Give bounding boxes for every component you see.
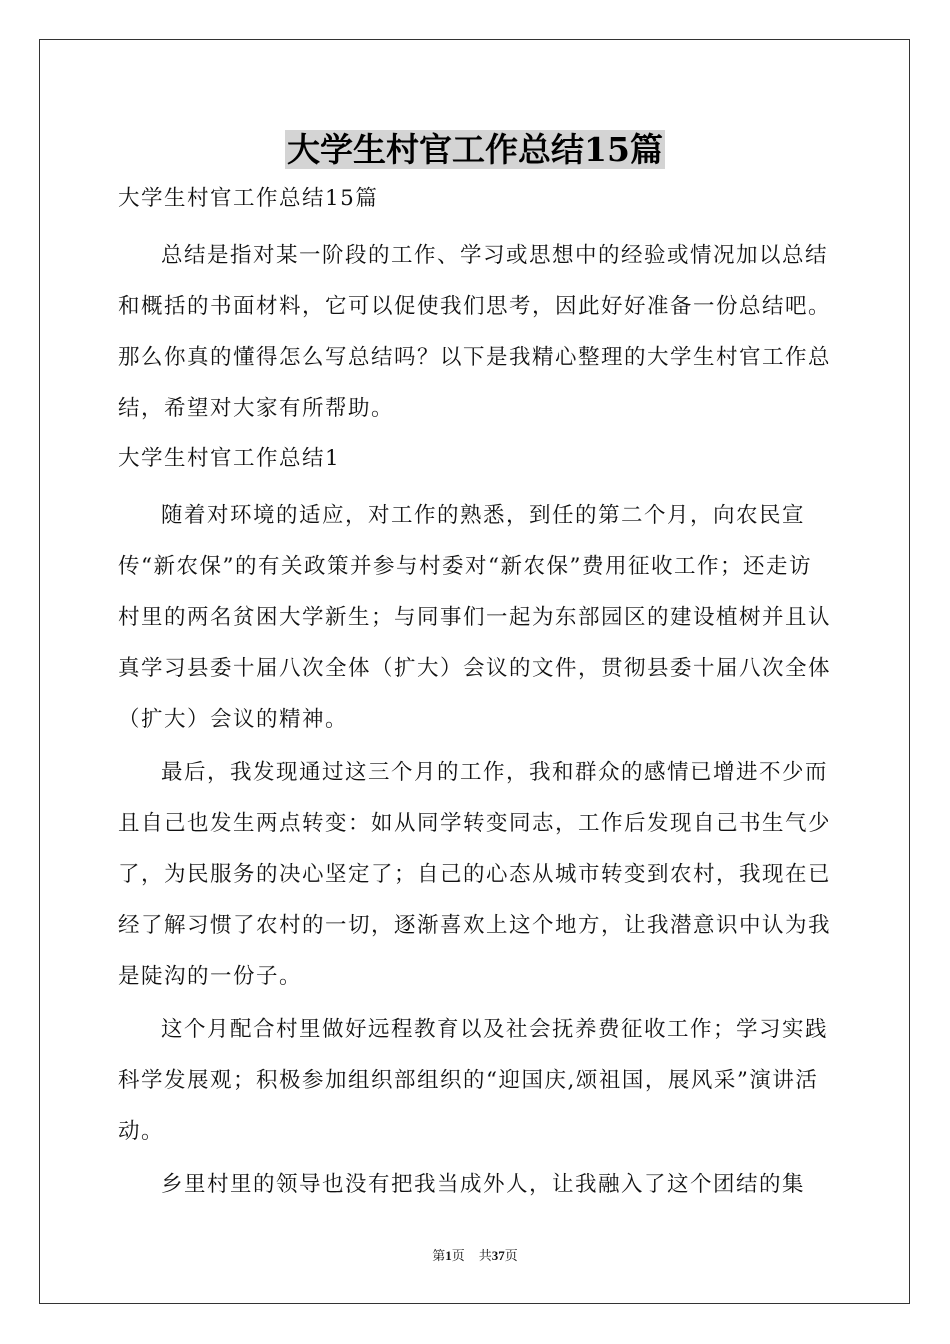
document-title [0, 128, 950, 172]
section-heading: 大学生村官工作总结1 [118, 446, 341, 471]
intro-paragraph: 总结是指对某一阶段的工作、学习或思想中的经验或情况加以总结和概括的书面材料，它可以促使我们思考，因此好好准备一份总结吧。那么你真的懂得怎么写总结吗？以下是我精心整理的大学生村官工作总结，希望对大家有所帮助。 [118, 243, 832, 421]
page-prefix: 第 [432, 1248, 446, 1263]
total-pages: 37 [491, 1248, 505, 1263]
body-paragraph-4: 乡里村里的领导也没有把我当成外人，让我融入了这个团结的集 [161, 1172, 806, 1197]
page-footer [0, 1245, 950, 1264]
document-title-text: 大学生村官工作总结15篇 [287, 130, 663, 169]
body-paragraph-1: 随着对环境的适应，对工作的熟悉，到任的第二个月，向农民宣传“新农保”的有关政策并参与村委对“新农保”费用征收工作；还走访村里的两名贫困大学新生；与同事们一起为东部园区的建设植树并且认真学习县委十届八次全体（扩大）会议的文件，贯彻县委十届八次全体（扩大）会议的精神。 [118, 503, 832, 732]
document-body [118, 176, 834, 1210]
document-subtitle: 大学生村官工作总结15篇 [118, 186, 379, 211]
body-paragraph-2: 最后，我发现通过这三个月的工作，我和群众的感情已增进不少而且自己也发生两点转变：如从同学转变同志，工作后发现自己书生气少了，为民服务的决心坚定了；自己的心态从城市转变到农村，我现在已经了解习惯了农村的一切，逐渐喜欢上这个地方，让我潜意识中认为我是陡沟的一份子。 [118, 760, 832, 989]
page-number: 1 [445, 1248, 452, 1263]
page-suffix: 页 [451, 1248, 465, 1263]
body-paragraph-3: 这个月配合村里做好远程教育以及社会抚养费征收工作；学习实践科学发展观；积极参加组织部组织的“迎国庆,颂祖国，展风采”演讲活动。 [118, 1017, 829, 1144]
total-suffix: 页 [504, 1248, 518, 1263]
total-prefix: 共 [478, 1248, 492, 1263]
